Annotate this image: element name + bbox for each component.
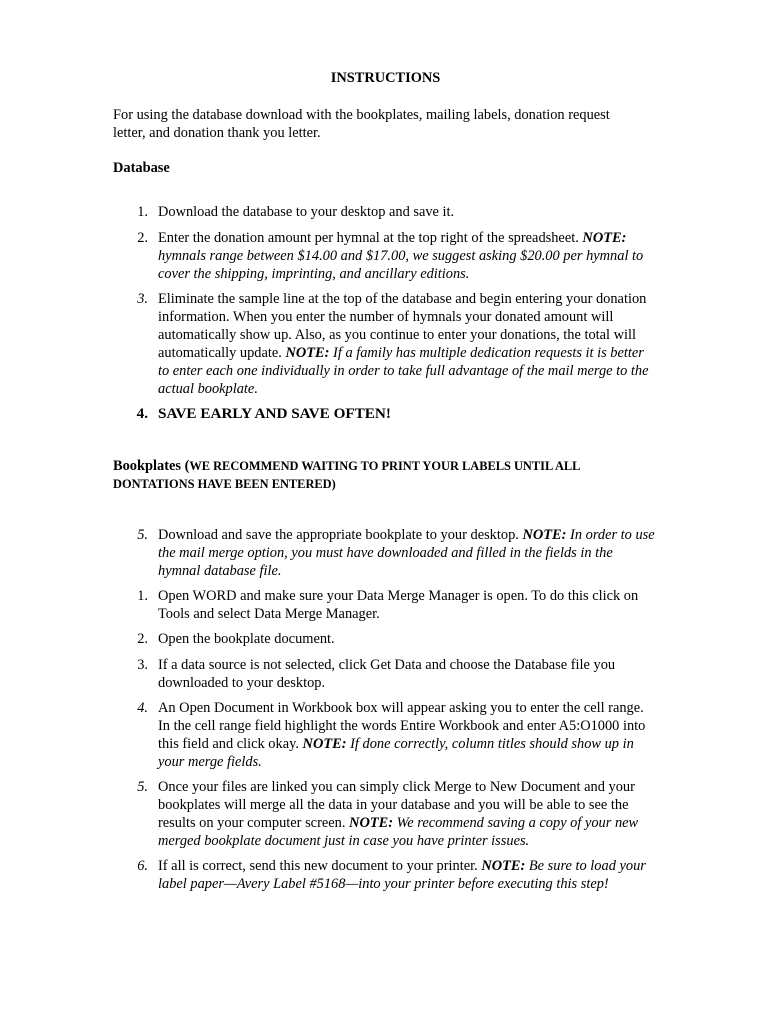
list-text: Enter the donation amount per hymnal at the top right of the spreadsheet. (158, 230, 579, 246)
list-text: An Open Document in Workbook box will appear asking you to enter the cell range. In the cell range field highlight the words Entire Workbook and enter A5:O1000 into this field and click okay. (158, 700, 646, 752)
note-label: NOTE: (582, 230, 627, 246)
note-text: We recommend saving a copy of your new merged bookplate document just in case you have printer issues. (158, 815, 639, 849)
list-text: Eliminate the sample line at the top of the database and begin entering your donation information. When you enter the number of hymnals your donated amount will automatically show up. Also, as you continue to enter your donations, the total will automatically update. (158, 291, 647, 361)
list-text: If a data source is not selected, click Get Data and choose the Database file you downloaded to your desktop. (158, 657, 616, 691)
list-text: Once your files are linked you can simply click Merge to New Document and your bookplates will merge all the data in your database and you will be able to see the results on your computer screen. (158, 779, 635, 831)
list-number: 2. (137, 631, 148, 647)
list-text: Download the database to your desktop and save it. (158, 204, 455, 220)
list-number: 5. (137, 527, 148, 543)
bookplates-heading-label: Bookplates ( (113, 458, 190, 474)
note-text: Be sure to load your label paper—Avery Label #5168—into your printer before executing this step! (158, 858, 646, 892)
page-title: INSTRUCTIONS (330, 70, 441, 86)
list-text: Open the bookplate document. (158, 631, 335, 647)
note-label: NOTE: (522, 527, 567, 543)
note-text: If done correctly, column titles should show up in your merge fields. (158, 736, 634, 770)
bookplates-heading-caps: WE RECOMMEND WAITING TO PRINT YOUR LABELS UNTIL ALL DONTATIONS HAVE BEEN ENTERED) (113, 459, 580, 491)
list-number: 1. (137, 588, 148, 604)
list-text: Open WORD and make sure your Data Merge Manager is open. To do this click on Tools and select Data Merge Manager. (158, 588, 639, 622)
list-text: Download and save the appropriate bookplate to your desktop. (158, 527, 519, 543)
note-text: In order to use the mail merge option, you must have downloaded and filled in the fields in the hymnal database file. (158, 527, 655, 579)
note-label: NOTE: (349, 815, 394, 831)
note-label: NOTE: (285, 345, 330, 361)
intro-paragraph: For using the database download with the bookplates, mailing labels, donation request letter, and donation thank you letter. (113, 107, 610, 141)
list-number: 3. (137, 657, 148, 673)
list-number: 2. (137, 230, 148, 246)
bookplates-heading (113, 457, 633, 493)
note-text: hymnals range between $14.00 and $17.00, we suggest asking $20.00 per hymnal to cover the shipping, imprinting, and ancillary editions. (158, 248, 644, 282)
list-number: 4. (137, 700, 148, 716)
list-text: If all is correct, send this new document to your printer. (158, 858, 478, 874)
list-number: 6. (137, 858, 148, 874)
list-text: SAVE EARLY AND SAVE OFTEN! (158, 405, 391, 422)
list-number: 4. (136, 405, 148, 422)
list-number: 1. (137, 204, 148, 220)
database-heading: Database (113, 160, 170, 176)
note-label: NOTE: (481, 858, 526, 874)
note-text: If a family has multiple dedication requests it is better to enter each one individually in order to take full advantage of the mail merge to the actual bookplate. (158, 345, 649, 397)
note-label: NOTE: (302, 736, 347, 752)
list-number: 5. (137, 779, 148, 795)
list-number: 3. (137, 291, 148, 307)
